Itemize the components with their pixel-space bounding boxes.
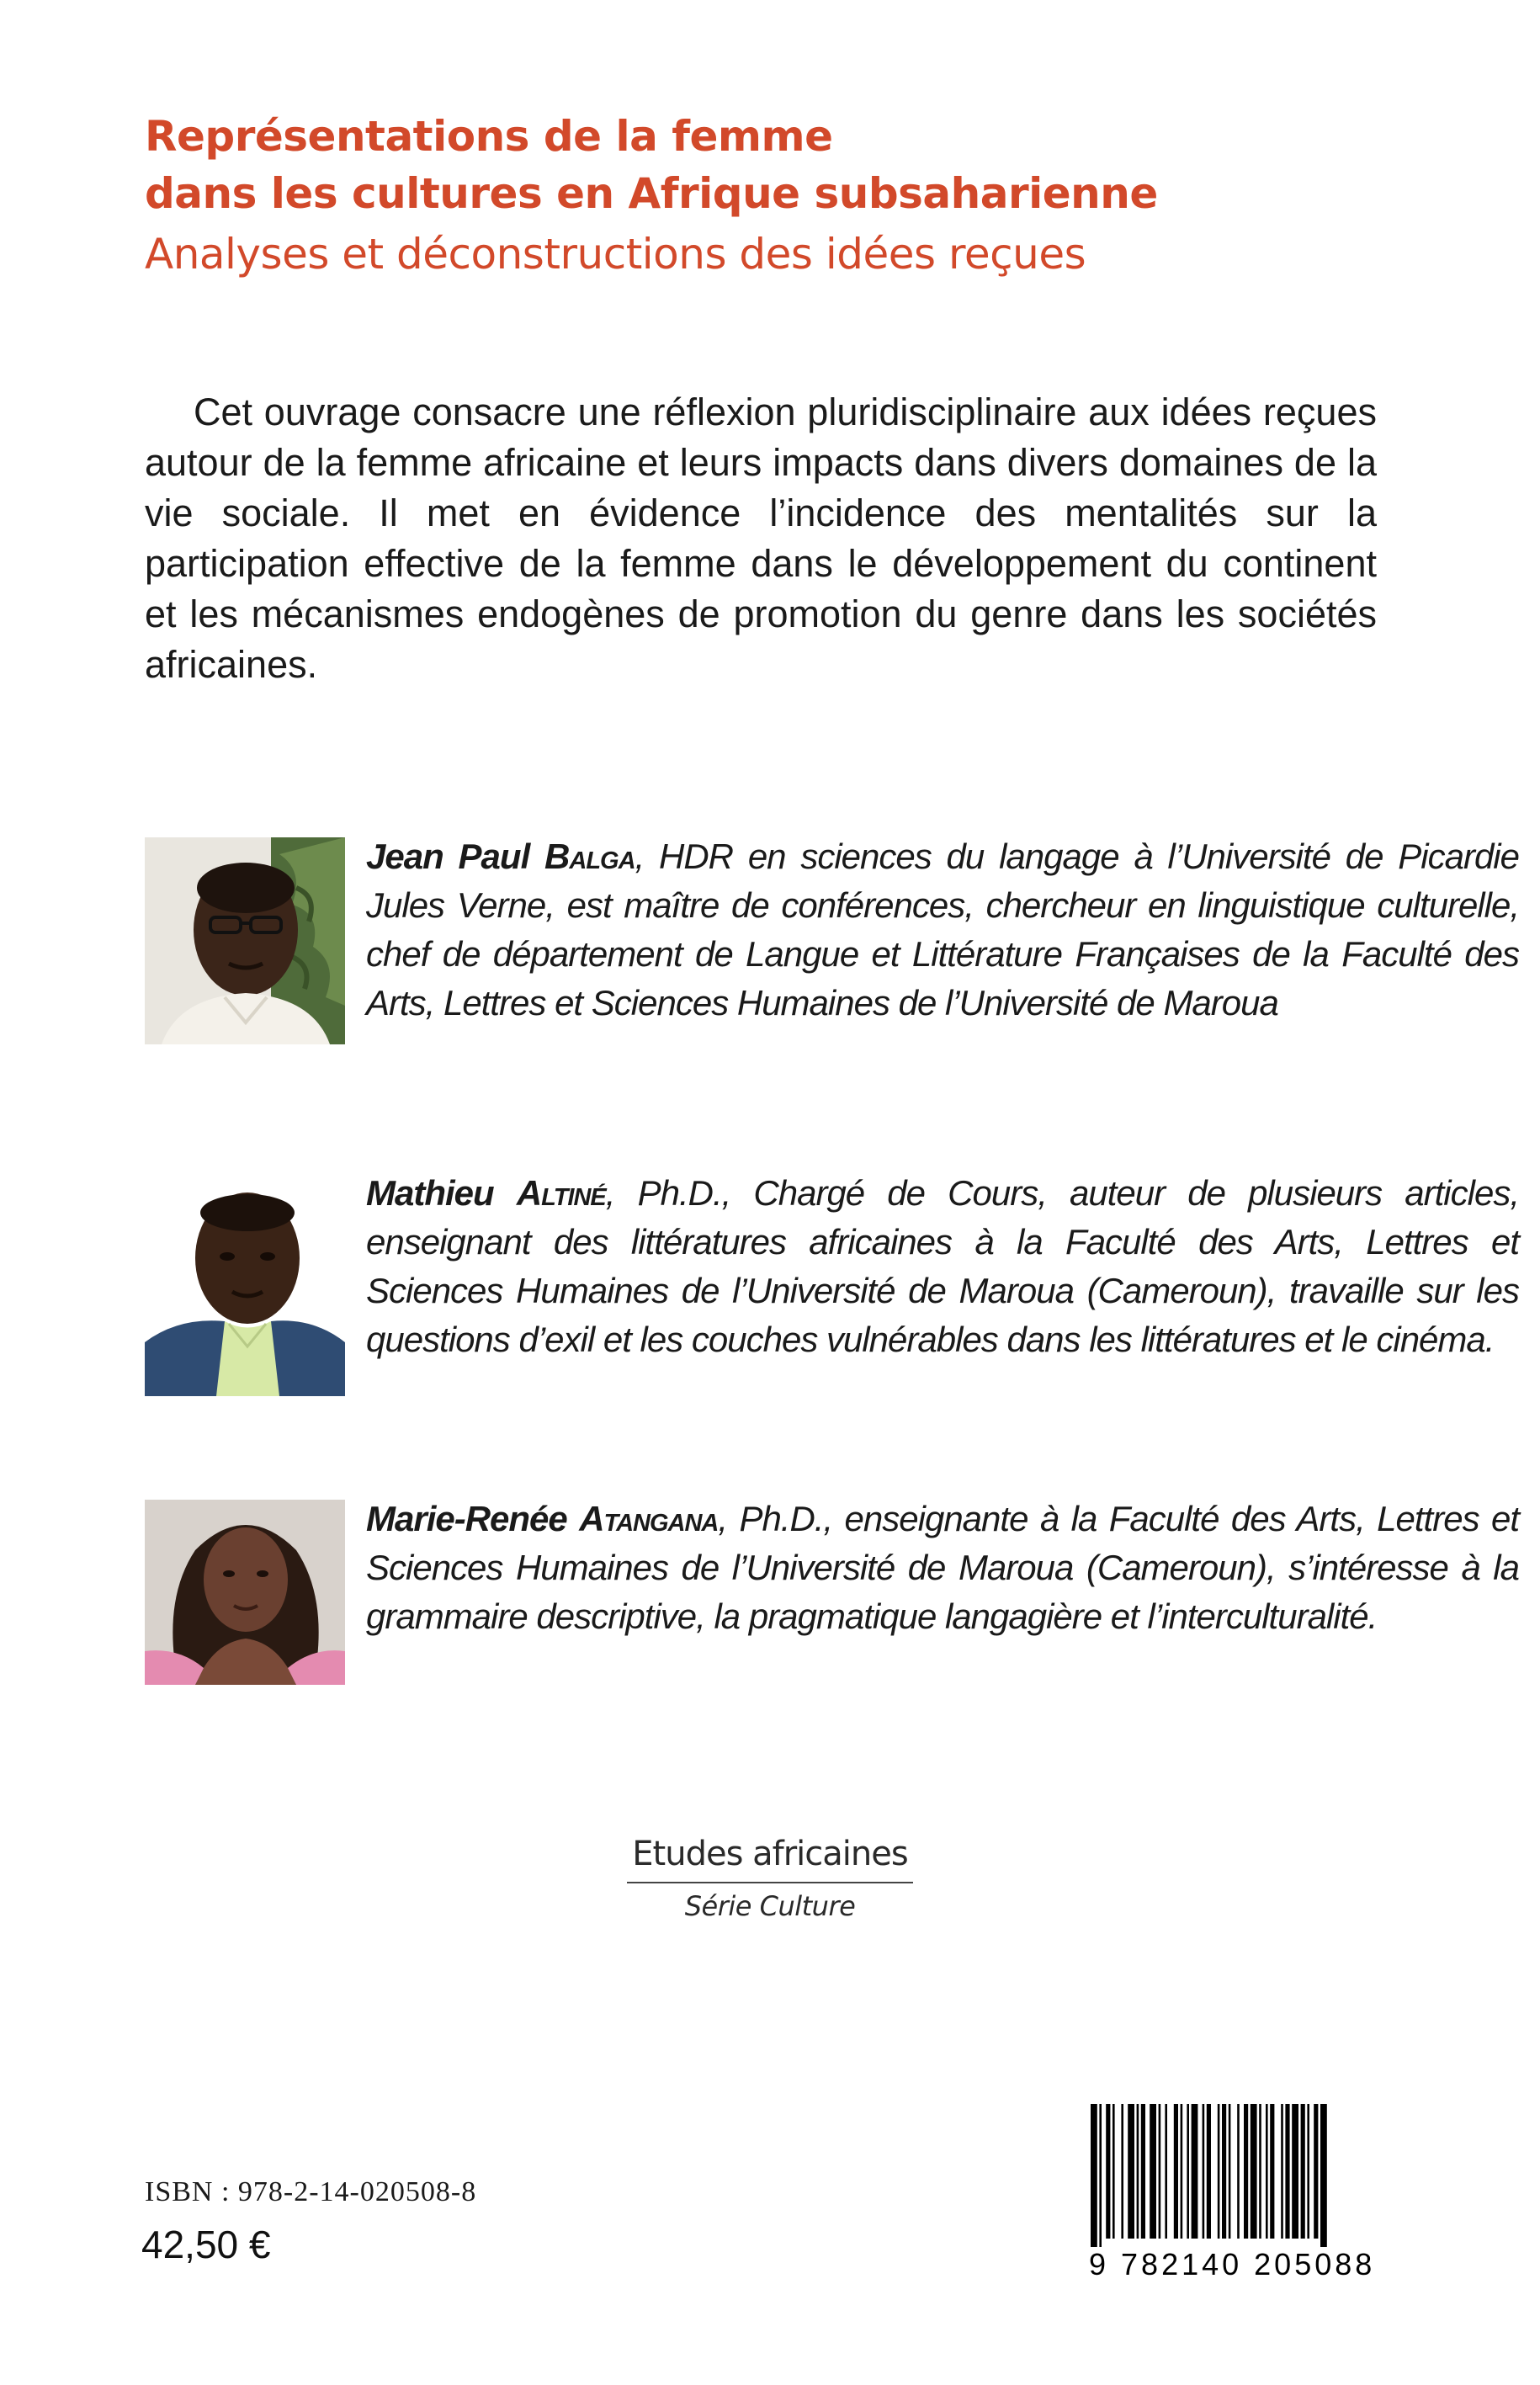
author-photo-1 [145, 837, 345, 1044]
author-surname-2: Altiné [516, 1173, 606, 1213]
barcode-bar [1187, 2104, 1189, 2239]
author-portrait-1 [145, 837, 345, 1044]
author-surname-1: Balga [544, 837, 635, 876]
author-photo-3 [145, 1500, 345, 1685]
barcode-bar [1320, 2104, 1327, 2247]
barcode [1086, 2104, 1405, 2297]
barcode-bar [1301, 2104, 1305, 2239]
barcode-bar [1165, 2104, 1167, 2239]
barcode-bar [1229, 2104, 1231, 2239]
barcode-bars [1086, 2104, 1405, 2247]
author-bio-2 [366, 1169, 1519, 1364]
series-subtitle: Série Culture [684, 1890, 856, 1922]
barcode-bar [1307, 2104, 1309, 2239]
barcode-bar [1150, 2104, 1156, 2239]
book-description: Cet ouvrage consacre une réflexion pluridisciplinaire aux idées reçues autour de la femme africaine et leurs impacts dans divers domaines de la vie sociale. Il met en évidence l’incidence des mentalités sur la participation effective de la femme dans le développement du continent et les mécanismes endogènes de promotion du genre dans les sociétés africaines. [145, 390, 1377, 686]
isbn: ISBN : 978-2-14-020508-8 [145, 2176, 477, 2207]
barcode-bar [1244, 2104, 1248, 2239]
author-bio-3 [366, 1495, 1519, 1641]
author-surname-3: Atangana [579, 1499, 719, 1538]
barcode-bar [1285, 2104, 1289, 2239]
barcode-bar [1259, 2104, 1261, 2239]
subtitle: Analyses et déconstructions des idées reçues [145, 230, 1086, 279]
barcode-bar [1192, 2104, 1198, 2239]
author-bio-text-2: , Ph.D., Chargé de Cours, auteur de plusieurs articles, enseignant des littératures africaines à la Faculté des Arts, Lettres et Sciences Humaines de l’Université de Maroua (Cameroun), travaille sur les questions d’exil et les couches vulnérables dans les littératures et le cinéma. [366, 1173, 1519, 1359]
barcode-bar [1270, 2104, 1274, 2239]
author-bio-text-3: , Ph.D., enseignante à la Faculté des Arts, Lettres et Sciences Humaines de l’Université de Maroua (Cameroun), s’intéresse à la grammaire descriptive, la pragmatique langagière et l’interculturalité. [366, 1499, 1520, 1636]
barcode-bar [1203, 2104, 1205, 2239]
barcode-bar [1174, 2104, 1178, 2239]
title-line-1: Représentations de la femme [145, 112, 833, 161]
title-line-2: dans les cultures en Afrique subsaharienne [145, 169, 1158, 218]
barcode-digits: 9 782140 205088 [1089, 2247, 1376, 2281]
author-first-name-3: Marie-Renée [366, 1499, 567, 1538]
author-first-name-2: Mathieu [366, 1173, 494, 1213]
barcode-bar [1099, 2104, 1102, 2247]
author-photo-2 [145, 1174, 345, 1396]
barcode-bar [1266, 2104, 1268, 2239]
barcode-bar [1106, 2104, 1110, 2239]
barcode-bar [1128, 2104, 1134, 2239]
author-portrait-3 [145, 1500, 345, 1685]
barcode-bar [1181, 2104, 1183, 2239]
barcode-bar [1218, 2104, 1220, 2239]
barcode-bar [1237, 2104, 1240, 2239]
series-title: Etudes africaines [627, 1835, 912, 1883]
barcode-bar [1137, 2104, 1139, 2239]
barcode-bar [1222, 2104, 1226, 2239]
author-bio-text-1: , HDR en sciences du langage à l’Université de Picardie Jules Verne, est maître de conférences, chercheur en linguistique culturelle, chef de département de Langue et Littérature Françaises de la Faculté des Arts, Lettres et Sciences Humaines de l’Université de Maroua [366, 837, 1519, 1023]
author-bio-1 [366, 832, 1519, 1028]
barcode-bar [1314, 2104, 1318, 2239]
barcode-bar [1281, 2104, 1283, 2239]
barcode-bar [1207, 2104, 1211, 2239]
barcode-bar [1141, 2104, 1145, 2239]
author-first-name-1: Jean Paul [366, 837, 530, 876]
price: 42,50 € [141, 2223, 271, 2266]
barcode-bar [1251, 2104, 1257, 2239]
title-block [145, 108, 1407, 283]
barcode-bar [1159, 2104, 1161, 2239]
barcode-bar [1121, 2104, 1123, 2239]
barcode-bar [1292, 2104, 1298, 2239]
barcode-bar [1113, 2104, 1115, 2239]
series-block [0, 1835, 1540, 1922]
author-portrait-2 [145, 1174, 345, 1396]
barcode-bar [1091, 2104, 1097, 2247]
